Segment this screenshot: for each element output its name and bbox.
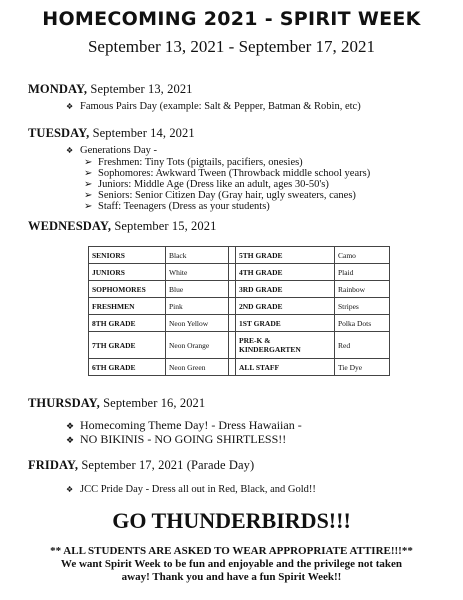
grade-cell: 6TH GRADE <box>89 359 166 376</box>
color-cell: Neon Orange <box>166 332 229 359</box>
diamond-bullet-icon: ❖ <box>66 421 75 431</box>
monday-heading: MONDAY, September 13, 2021 <box>28 82 193 96</box>
color-day-table <box>88 246 390 376</box>
tuesday-heading: TUESDAY, September 14, 2021 <box>28 126 195 140</box>
color-cell: Tie Dye <box>335 359 390 376</box>
table-spacer <box>229 315 236 332</box>
monday-bullet: ❖ Famous Pairs Day (example: Salt & Pepper, Batman & Robin, etc) <box>66 101 361 112</box>
table-row <box>89 281 390 298</box>
color-cell: Red <box>335 332 390 359</box>
grade-cell: 5TH GRADE <box>236 247 335 264</box>
color-cell: Black <box>166 247 229 264</box>
arrow-bullet-icon: ➢ <box>84 179 93 190</box>
diamond-bullet-icon: ❖ <box>66 146 74 155</box>
tuesday-item-sophomores: ➢ Sophomores: Awkward Tween (Throwback middle school years) <box>84 168 371 179</box>
grade-cell: 1ST GRADE <box>236 315 335 332</box>
grade-cell: JUNIORS <box>89 264 166 281</box>
table-spacer <box>229 247 236 264</box>
page-subtitle-dates: September 13, 2021 - September 17, 2021 <box>87 37 376 56</box>
tuesday-bullet: ❖ Generations Day - <box>66 145 157 156</box>
table-spacer <box>229 332 236 359</box>
arrow-bullet-icon: ➢ <box>84 157 93 168</box>
grade-cell: 8TH GRADE <box>89 315 166 332</box>
color-cell: Pink <box>166 298 229 315</box>
page-title: HOMECOMING 2021 - SPIRIT WEEK <box>42 8 421 30</box>
grade-cell: 3RD GRADE <box>236 281 335 298</box>
friday-bullet: ❖ JCC Pride Day - Dress all out in Red, Black, and Gold!! <box>66 484 316 495</box>
color-cell: Plaid <box>335 264 390 281</box>
tuesday-item-seniors: ➢ Seniors: Senior Citizen Day (Gray hair, ugly sweaters, canes) <box>84 190 356 201</box>
table-row <box>89 247 390 264</box>
attire-notice: ** ALL STUDENTS ARE ASKED TO WEAR APPROPRIATE ATTIRE!!!** <box>50 545 413 557</box>
color-cell: Camo <box>335 247 390 264</box>
table-spacer <box>229 298 236 315</box>
table-row <box>89 298 390 315</box>
diamond-bullet-icon: ❖ <box>66 485 74 494</box>
grade-cell: 4TH GRADE <box>236 264 335 281</box>
color-cell: White <box>166 264 229 281</box>
wednesday-heading: WEDNESDAY, September 15, 2021 <box>28 219 217 233</box>
thursday-heading: THURSDAY, September 16, 2021 <box>28 396 206 410</box>
thursday-bullet-rules: ❖ NO BIKINIS - NO GOING SHIRTLESS!! <box>66 432 287 446</box>
table-spacer <box>229 281 236 298</box>
grade-cell: ALL STAFF <box>236 359 335 376</box>
grade-cell: SENIORS <box>89 247 166 264</box>
closing-note-line1: We want Spirit Week to be fun and enjoyable and the privilege not taken <box>60 558 403 570</box>
grade-cell: PRE-K & KINDERGARTEN <box>236 332 335 359</box>
color-cell: Stripes <box>335 298 390 315</box>
diamond-bullet-icon: ❖ <box>66 435 75 445</box>
arrow-bullet-icon: ➢ <box>84 168 93 179</box>
grade-cell: 7TH GRADE <box>89 332 166 359</box>
arrow-bullet-icon: ➢ <box>84 190 93 201</box>
thursday-bullet-theme: ❖ Homecoming Theme Day! - Dress Hawaiian - <box>66 418 302 432</box>
color-cell: Neon Yellow <box>166 315 229 332</box>
color-cell: Neon Green <box>166 359 229 376</box>
color-cell: Rainbow <box>335 281 390 298</box>
table-spacer <box>229 264 236 281</box>
color-cell: Polka Dots <box>335 315 390 332</box>
tuesday-item-staff: ➢ Staff: Teenagers (Dress as your students) <box>84 201 270 212</box>
closing-note-line2: away! Thank you and have a fun Spirit Week!! <box>121 571 342 583</box>
color-cell: Blue <box>166 281 229 298</box>
grade-cell: FRESHMEN <box>89 298 166 315</box>
go-thunderbirds-banner: GO THUNDERBIRDS!!! <box>112 508 351 533</box>
diamond-bullet-icon: ❖ <box>66 102 74 111</box>
friday-heading: FRIDAY, September 17, 2021 (Parade Day) <box>28 458 255 472</box>
table-row <box>89 315 390 332</box>
table-spacer <box>229 359 236 376</box>
table-row <box>89 264 390 281</box>
grade-cell: SOPHOMORES <box>89 281 166 298</box>
table-row <box>89 359 390 376</box>
tuesday-item-juniors: ➢ Juniors: Middle Age (Dress like an adult, ages 30-50's) <box>84 179 329 190</box>
tuesday-item-freshmen: ➢ Freshmen: Tiny Tots (pigtails, pacifiers, onesies) <box>84 157 303 168</box>
grade-cell: 2ND GRADE <box>236 298 335 315</box>
table-row <box>89 332 390 359</box>
arrow-bullet-icon: ➢ <box>84 201 93 212</box>
